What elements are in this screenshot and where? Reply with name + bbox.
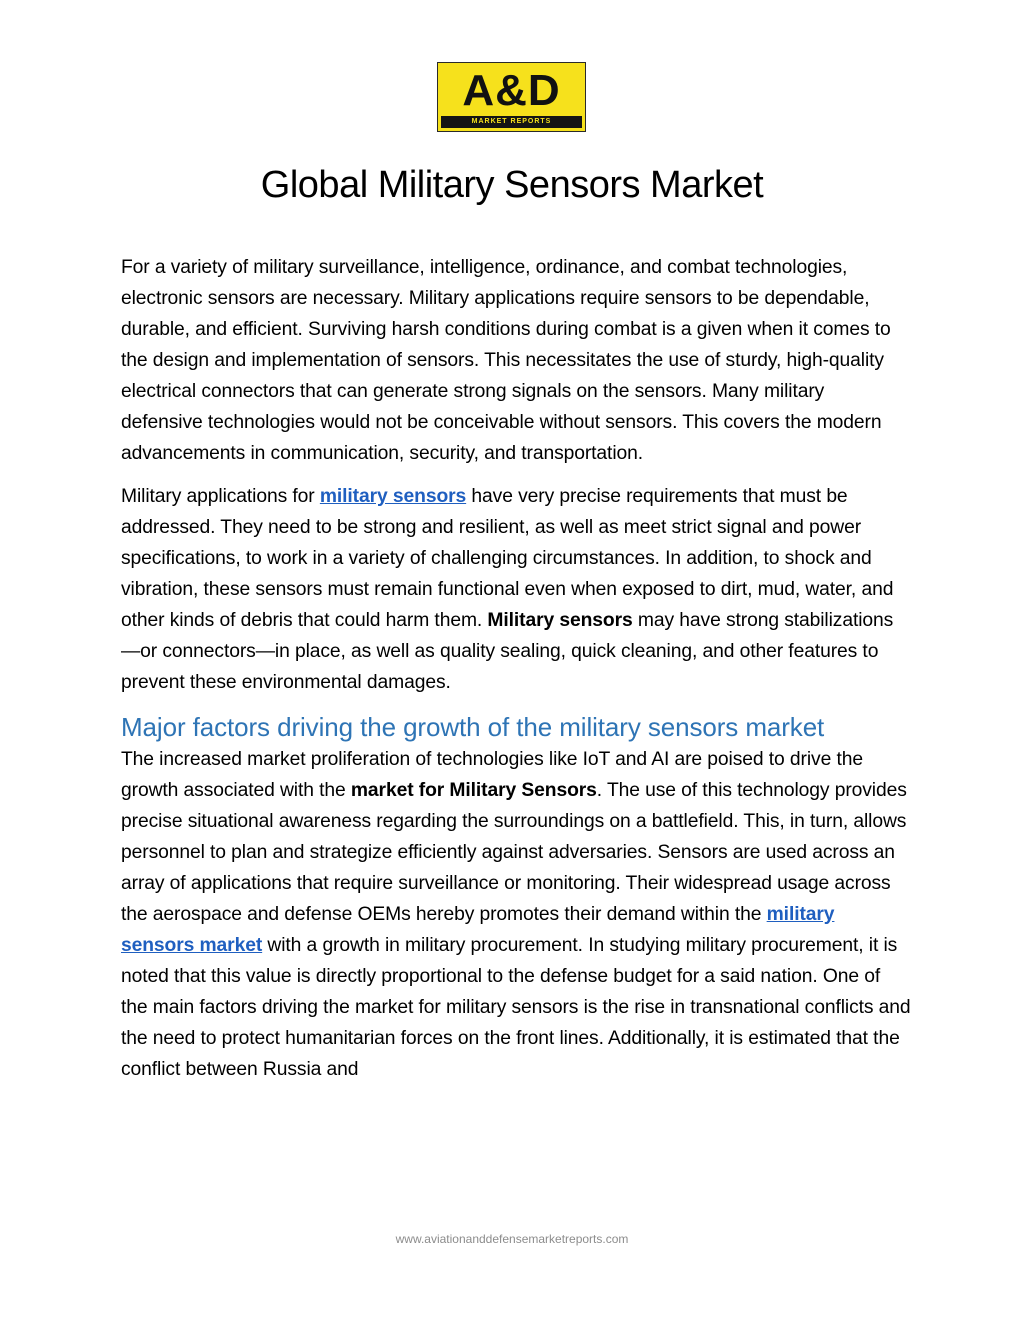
paragraph-text: with a growth in military procurement. In studying military procurement, it is noted that this value is directly proportional to the defense budget for a said nation. One of the main factors driving the market for military sensors is the rise in transnational conflicts and the need to protect humanitarian forces on the front lines. Additionally, it is estimated that the conflict between Russia and (121, 935, 911, 1080)
bold-text: market for Military Sensors (350, 780, 597, 801)
paragraph-intro: For a variety of military surveillance, intelligence, ordinance, and combat technologies, electronic sensors are necessary. Military applications require sensors to be dependable, durable, and efficient. Surviving harsh conditions during combat is a given when it comes to the design and implementation of sensors. This necessitates the use of sturdy, high-quality electrical connectors that can generate strong signals on the sensors. Many military defensive technologies would not be conceivable without sensors. This covers the modern advancements in communication, security, and transportation. (121, 257, 891, 464)
paragraph-text: may have strong stabilizations—or connectors—in place, as well as quality sealing, quick cleaning, and other features to prevent these environmental damages. (121, 610, 894, 693)
military-sensors-market-link[interactable]: military sensors market (121, 904, 835, 956)
paragraph-text: have very precise requirements that must be addressed. They need to be strong and resilient, as well as meet strict signal and power specifications, to work in a variety of challenging circumstances. In addition, to shock and vibration, these sensors must remain functional even when exposed to dirt, mud, water, and other kinds of debris that could harm them. (121, 486, 894, 631)
section-heading: Major factors driving the growth of the military sensors market (121, 712, 825, 742)
page-title: Global Military Sensors Market (260, 164, 764, 206)
company-logo (437, 62, 586, 132)
logo-main-text: A&D (462, 66, 561, 115)
logo-sub-text: MARKET REPORTS (441, 116, 582, 128)
article-body (121, 252, 911, 1097)
military-sensors-link[interactable]: military sensors (319, 486, 467, 507)
paragraph-text: . The use of this technology provides precise situational awareness regarding the surroundings on a battlefield. This, in turn, allows personnel to plan and strategize efficiently against adversaries. Sensors are used across an array of applications that require surveillance or monitoring. Their widespread usage across the aerospace and defense OEMs hereby promotes their demand within the (121, 780, 907, 925)
paragraph-text: The increased market proliferation of technologies like IoT and AI are poised to drive the growth associated with the (121, 749, 863, 801)
footer-url: www.aviationanddefensemarketreports.com (395, 1232, 629, 1246)
paragraph-text: Military applications for (121, 486, 320, 507)
paragraph-growth-factors (121, 744, 911, 1085)
paragraph-requirements (121, 481, 911, 698)
bold-text: Military sensors (487, 610, 633, 631)
